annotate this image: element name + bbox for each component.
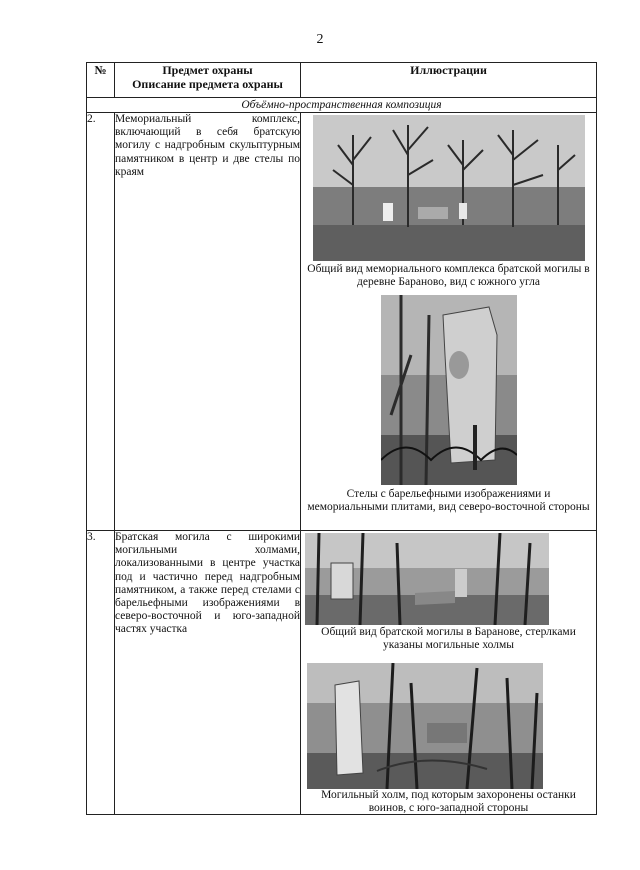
- photo-caption: Могильный холм, под которым захоронены останки воинов, с юго-западной стороны: [321, 789, 576, 814]
- page-number: 2: [316, 32, 324, 47]
- row-description: Братская могила с широкими могильными холмами, локализованными в центре участка под и частично перед надгробным памятником, а также перед стелами с барельефными изображениями в северо-восточной и юго-западной частях участка: [115, 531, 301, 815]
- row-number: 3.: [87, 531, 115, 815]
- row-number: 2.: [87, 113, 115, 531]
- photo-caption: Стелы с барельефными изображениями и мемориальными плитами, вид северо-восточной стороны: [307, 488, 590, 513]
- table-row: [87, 531, 597, 815]
- header-number: №: [87, 63, 115, 98]
- row-illustrations: [301, 531, 597, 815]
- row-description: Мемориальный комплекс, включающий в себя братскую могилу с надгробным скульптурным памятником в центр и две стелы по краям: [115, 113, 301, 531]
- header-subject-title: Предмет охраны: [162, 63, 253, 77]
- mass-grave-photo: [305, 533, 549, 625]
- row-illustrations: [301, 113, 597, 531]
- protection-subject-table: [86, 62, 597, 815]
- header-illustrations: Иллюстрации: [301, 63, 597, 98]
- header-subject: [115, 63, 301, 98]
- steles-photo: [381, 295, 517, 485]
- header-subject-description: Описание предмета охраны: [132, 77, 283, 91]
- table-header-row: [87, 63, 597, 98]
- photo-caption: Общий вид братской могилы в Баранове, стерлками указаны могильные холмы: [321, 626, 576, 651]
- memorial-complex-photo: [313, 115, 585, 261]
- photo-caption: Общий вид мемориального комплекса братской могилы в деревне Бараново, вид с южного угла: [307, 263, 590, 288]
- section-title: Объёмно-пространственная композиция: [87, 98, 597, 113]
- section-row: [87, 98, 597, 113]
- burial-mound-photo: [307, 663, 543, 789]
- table-row: [87, 113, 597, 531]
